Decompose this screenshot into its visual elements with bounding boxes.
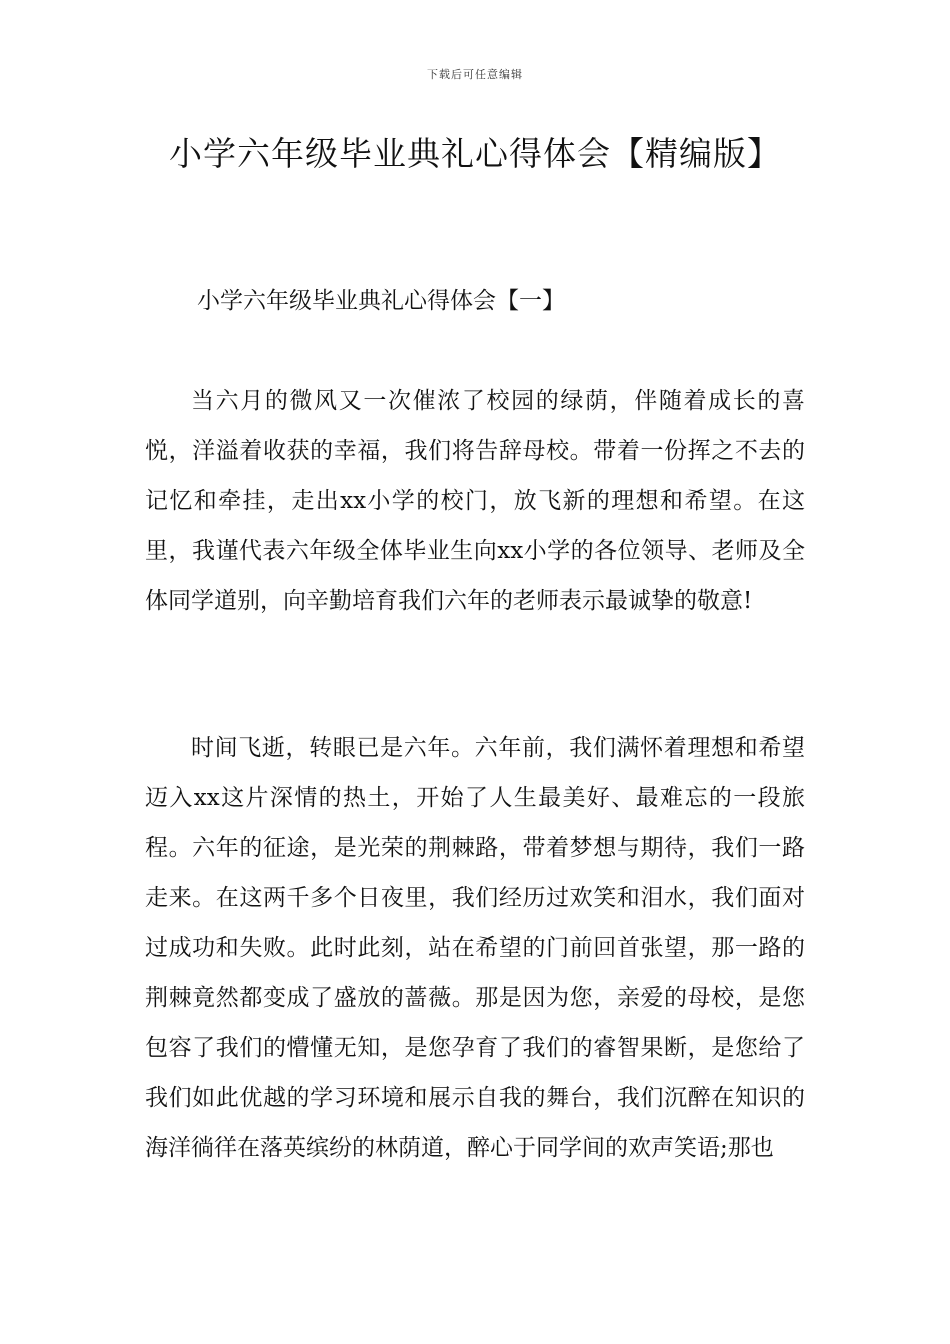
document-title: 小学六年级毕业典礼心得体会【精编版】 (169, 134, 781, 173)
header-note: 下载后可任意编辑 (427, 68, 523, 81)
paragraph-block-2 (145, 723, 805, 1173)
paragraph-2: 时间飞逝，转眼已是六年。六年前，我们满怀着理想和希望迈入xx这片深情的热土，开始了人生最美好、最难忘的一段旅程。六年的征途，是光荣的荆棘路，带着梦想与期待，我们一路走来。在这两千多个日夜里，我们经历过欢笑和泪水，我们面对过成功和失败。此时此刻，站在希望的门前回首张望，那一路的荆棘竟然都变成了盛放的蔷薇。那是因为您，亲爱的母校，是您包容了我们的懵懂无知，是您孕育了我们的睿智果断，是您给了我们如此优越的学习环境和展示自我的舞台，我们沉醉在知识的海洋徜徉在落英缤纷的林荫道，醉心于同学间的欢声笑语;那也 (145, 735, 805, 1161)
paragraph-block-1 (145, 376, 805, 626)
paragraph-1: 当六月的微风又一次催浓了校园的绿荫，伴随着成长的喜悦，洋溢着收获的幸福，我们将告辞母校。带着一份挥之不去的记忆和牵挂，走出xx小学的校门，放飞新的理想和希望。在这里，我谨代表六年级全体毕业生向xx小学的各位领导、老师及全体同学道别，向辛勤培育我们六年的老师表示最诚挚的敬意! (145, 388, 805, 614)
section-heading: 小学六年级毕业典礼心得体会【一】 (197, 288, 565, 314)
